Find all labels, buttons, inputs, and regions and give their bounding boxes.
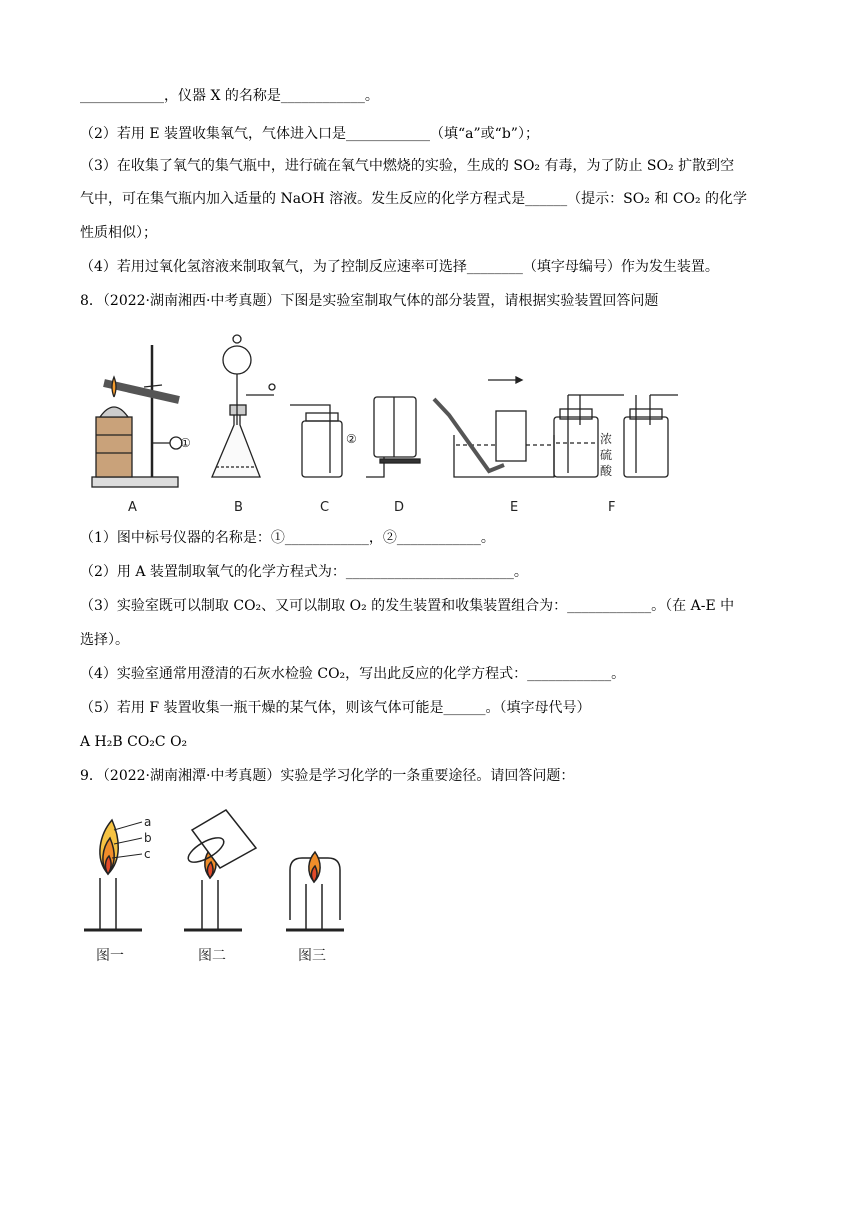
label-d: D bbox=[394, 500, 405, 515]
label-fig-2: 图二 bbox=[198, 948, 226, 964]
apparatus-e bbox=[434, 377, 554, 477]
flame-part-a: a bbox=[144, 815, 152, 829]
text-line: 气中，可在集气瓶内加入适量的 NaOH 溶液。发生反应的化学方程式是______（提示：SO₂ 和 CO₂ 的化学 bbox=[80, 191, 748, 207]
text-line: （1）图中标号仪器的名称是：①____________，②____________。 bbox=[80, 530, 495, 546]
apparatus-c bbox=[290, 405, 357, 477]
label-c: C bbox=[320, 500, 330, 515]
options-line: A H₂B CO₂C O₂ bbox=[80, 734, 188, 750]
candle-3 bbox=[286, 852, 344, 930]
question-8-heading: 8．（2022·湖南湘西·中考真题）下图是实验室制取气体的部分装置，请根据实验装置回答问题 bbox=[80, 293, 659, 309]
text-line: （4）实验室通常用澄清的石灰水检验 CO₂，写出此反应的化学方程式：____________。 bbox=[80, 666, 626, 682]
apparatus-a bbox=[92, 345, 182, 487]
apparatus-figure bbox=[84, 325, 684, 520]
candle-2 bbox=[184, 810, 256, 930]
text-line: ____________，仪器 X 的名称是____________。 bbox=[80, 88, 379, 104]
apparatus-d bbox=[366, 397, 420, 477]
marker-2: ② bbox=[346, 432, 357, 446]
label-e: E bbox=[510, 500, 519, 515]
text-line: （5）若用 F 装置收集一瓶干燥的某气体，则该气体可能是______。（填字母代号） bbox=[80, 700, 591, 716]
apparatus-f bbox=[554, 395, 678, 478]
question-9-heading: 9．（2022·湖南湘潭·中考真题）实验是学习化学的一条重要途径。请回答问题： bbox=[80, 768, 575, 784]
acid-label-1: 浓 bbox=[600, 432, 613, 446]
text-line: （4）若用过氧化氢溶液来制取氧气，为了控制反应速率可选择________（填字母编号）作为发生装置。 bbox=[80, 259, 719, 275]
text-line: （3）在收集了氧气的集气瓶中，进行硫在氧气中燃烧的实验，生成的 SO₂ 有毒，为了防止 SO₂ 扩散到空 bbox=[80, 158, 735, 174]
acid-label-3: 酸 bbox=[600, 464, 613, 478]
label-a: A bbox=[128, 500, 137, 515]
apparatus-b bbox=[212, 335, 275, 477]
text-line: 性质相似）； bbox=[80, 225, 157, 241]
label-f: F bbox=[608, 500, 616, 515]
text-line: 选择）。 bbox=[80, 632, 129, 648]
flame-part-b: b bbox=[144, 831, 152, 845]
acid-label-2: 硫 bbox=[600, 448, 613, 462]
text-line: （3）实验室既可以制取 CO₂、又可以制取 O₂ 的发生装置和收集装置组合为：____________。（在 A-E 中 bbox=[80, 598, 735, 614]
candle-1 bbox=[84, 815, 152, 930]
text-line: （2）用 A 装置制取氧气的化学方程式为：________________________。 bbox=[80, 564, 528, 580]
label-fig-3: 图三 bbox=[298, 948, 326, 964]
text-line: （2）若用 E 装置收集氧气，气体进入口是____________（填“a”或“b”）； bbox=[80, 126, 539, 142]
candle-figure bbox=[84, 808, 374, 968]
marker-1: ① bbox=[180, 436, 191, 450]
label-b: B bbox=[234, 500, 243, 515]
flame-part-c: c bbox=[144, 847, 151, 861]
label-fig-1: 图一 bbox=[96, 948, 124, 964]
